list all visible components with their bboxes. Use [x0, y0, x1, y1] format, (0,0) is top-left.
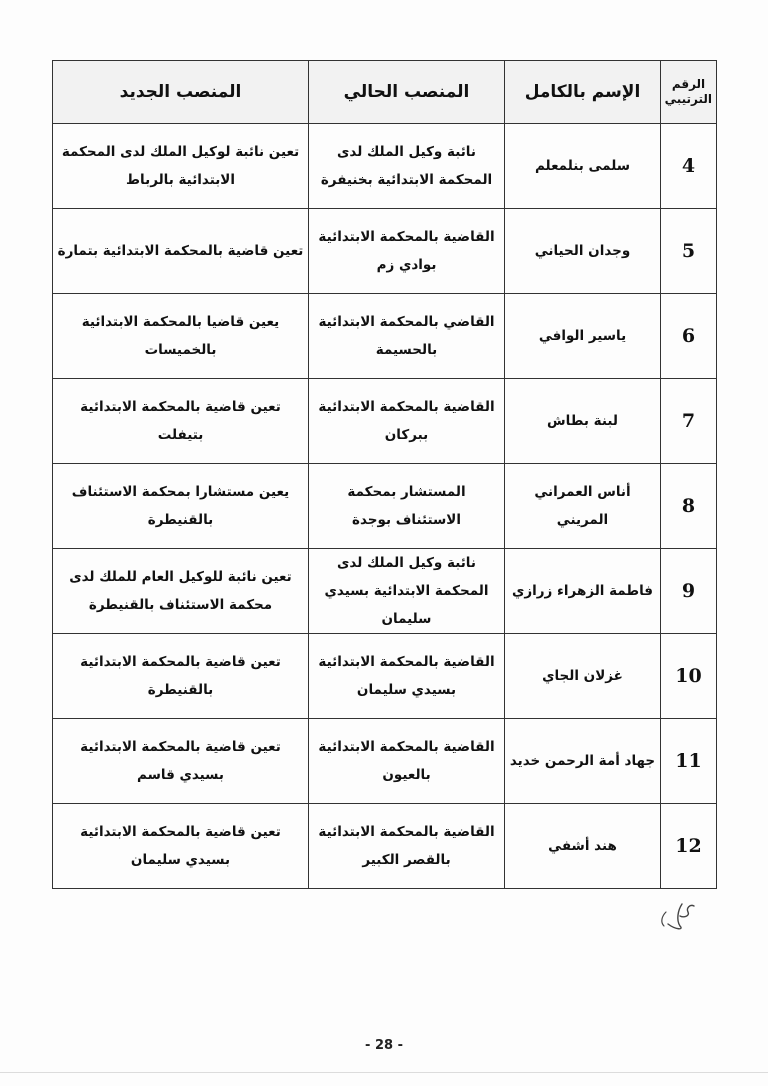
row-current-position: القاضي بالمحكمة الابتدائية بالحسيمة: [309, 294, 505, 379]
row-serial-number: 11: [661, 719, 717, 804]
header-full-name: الإسم بالكامل: [505, 61, 661, 124]
row-full-name: لبنة بطاش: [505, 379, 661, 464]
row-full-name: هند أشفي: [505, 804, 661, 889]
row-full-name: فاطمة الزهراء زرازي: [505, 549, 661, 634]
table-header-row: [53, 61, 717, 124]
row-new-position: تعين قاضية بالمحكمة الابتدائية بتيفلت: [53, 379, 309, 464]
row-serial-number: 4: [661, 124, 717, 209]
row-serial-number: 10: [661, 634, 717, 719]
table-row: [53, 549, 717, 634]
row-new-position: يعين مستشارا بمحكمة الاستئناف بالقنيطرة: [53, 464, 309, 549]
header-serial-number-line2: الترتيبي: [664, 92, 712, 106]
row-current-position: القاضية بالمحكمة الابتدائية بالعيون: [309, 719, 505, 804]
table-row: [53, 294, 717, 379]
handwritten-initials: [654, 898, 702, 934]
row-full-name: غزلان الجاي: [505, 634, 661, 719]
row-serial-number: 9: [661, 549, 717, 634]
table-row: [53, 804, 717, 889]
table-row: [53, 719, 717, 804]
row-serial-number: 6: [661, 294, 717, 379]
bottom-divider: [0, 1072, 768, 1073]
row-new-position: تعين قاضية بالمحكمة الابتدائية بالقنيطرة: [53, 634, 309, 719]
header-new-position: المنصب الجديد: [53, 61, 309, 124]
row-serial-number: 7: [661, 379, 717, 464]
row-new-position: تعين قاضية بالمحكمة الابتدائية بتمارة: [53, 209, 309, 294]
row-full-name: سلمى بنلمعلم: [505, 124, 661, 209]
row-current-position: القاضية بالمحكمة الابتدائية بالقصر الكبير: [309, 804, 505, 889]
row-serial-number: 12: [661, 804, 717, 889]
row-new-position: يعين قاضيا بالمحكمة الابتدائية بالخميسات: [53, 294, 309, 379]
row-new-position: تعين قاضية بالمحكمة الابتدائية بسيدي سليمان: [53, 804, 309, 889]
row-current-position: المستشار بمحكمة الاستئناف بوجدة: [309, 464, 505, 549]
header-serial-number: [661, 61, 717, 124]
row-full-name: ياسير الوافي: [505, 294, 661, 379]
row-full-name: أناس العمراني المريني: [505, 464, 661, 549]
header-current-position: المنصب الحالي: [309, 61, 505, 124]
row-current-position: نائبة وكيل الملك لدى المحكمة الابتدائية بسيدي سليمان: [309, 549, 505, 634]
row-new-position: تعين نائبة لوكيل الملك لدى المحكمة الابتدائية بالرباط: [53, 124, 309, 209]
table-row: [53, 464, 717, 549]
row-current-position: القاضية بالمحكمة الابتدائية ببركان: [309, 379, 505, 464]
table-row: [53, 209, 717, 294]
table-row: [53, 634, 717, 719]
row-current-position: القاضية بالمحكمة الابتدائية بسيدي سليمان: [309, 634, 505, 719]
page-number: - 28 -: [365, 1038, 403, 1053]
row-serial-number: 8: [661, 464, 717, 549]
row-serial-number: 5: [661, 209, 717, 294]
table-row: [53, 379, 717, 464]
handwritten-initials-mark: [654, 898, 702, 934]
row-full-name: جهاد أمة الرحمن خديد: [505, 719, 661, 804]
row-current-position: نائبة وكيل الملك لدى المحكمة الابتدائية بخنيفرة: [309, 124, 505, 209]
row-new-position: تعين نائبة للوكيل العام للملك لدى محكمة الاستئناف بالقنيطرة: [53, 549, 309, 634]
header-serial-number-line1: الرقم: [671, 77, 706, 91]
table-row: [53, 124, 717, 209]
row-current-position: القاضية بالمحكمة الابتدائية بوادي زم: [309, 209, 505, 294]
row-new-position: تعين قاضية بالمحكمة الابتدائية بسيدي قاسم: [53, 719, 309, 804]
row-full-name: وجدان الحياني: [505, 209, 661, 294]
appointments-table: [52, 60, 717, 889]
